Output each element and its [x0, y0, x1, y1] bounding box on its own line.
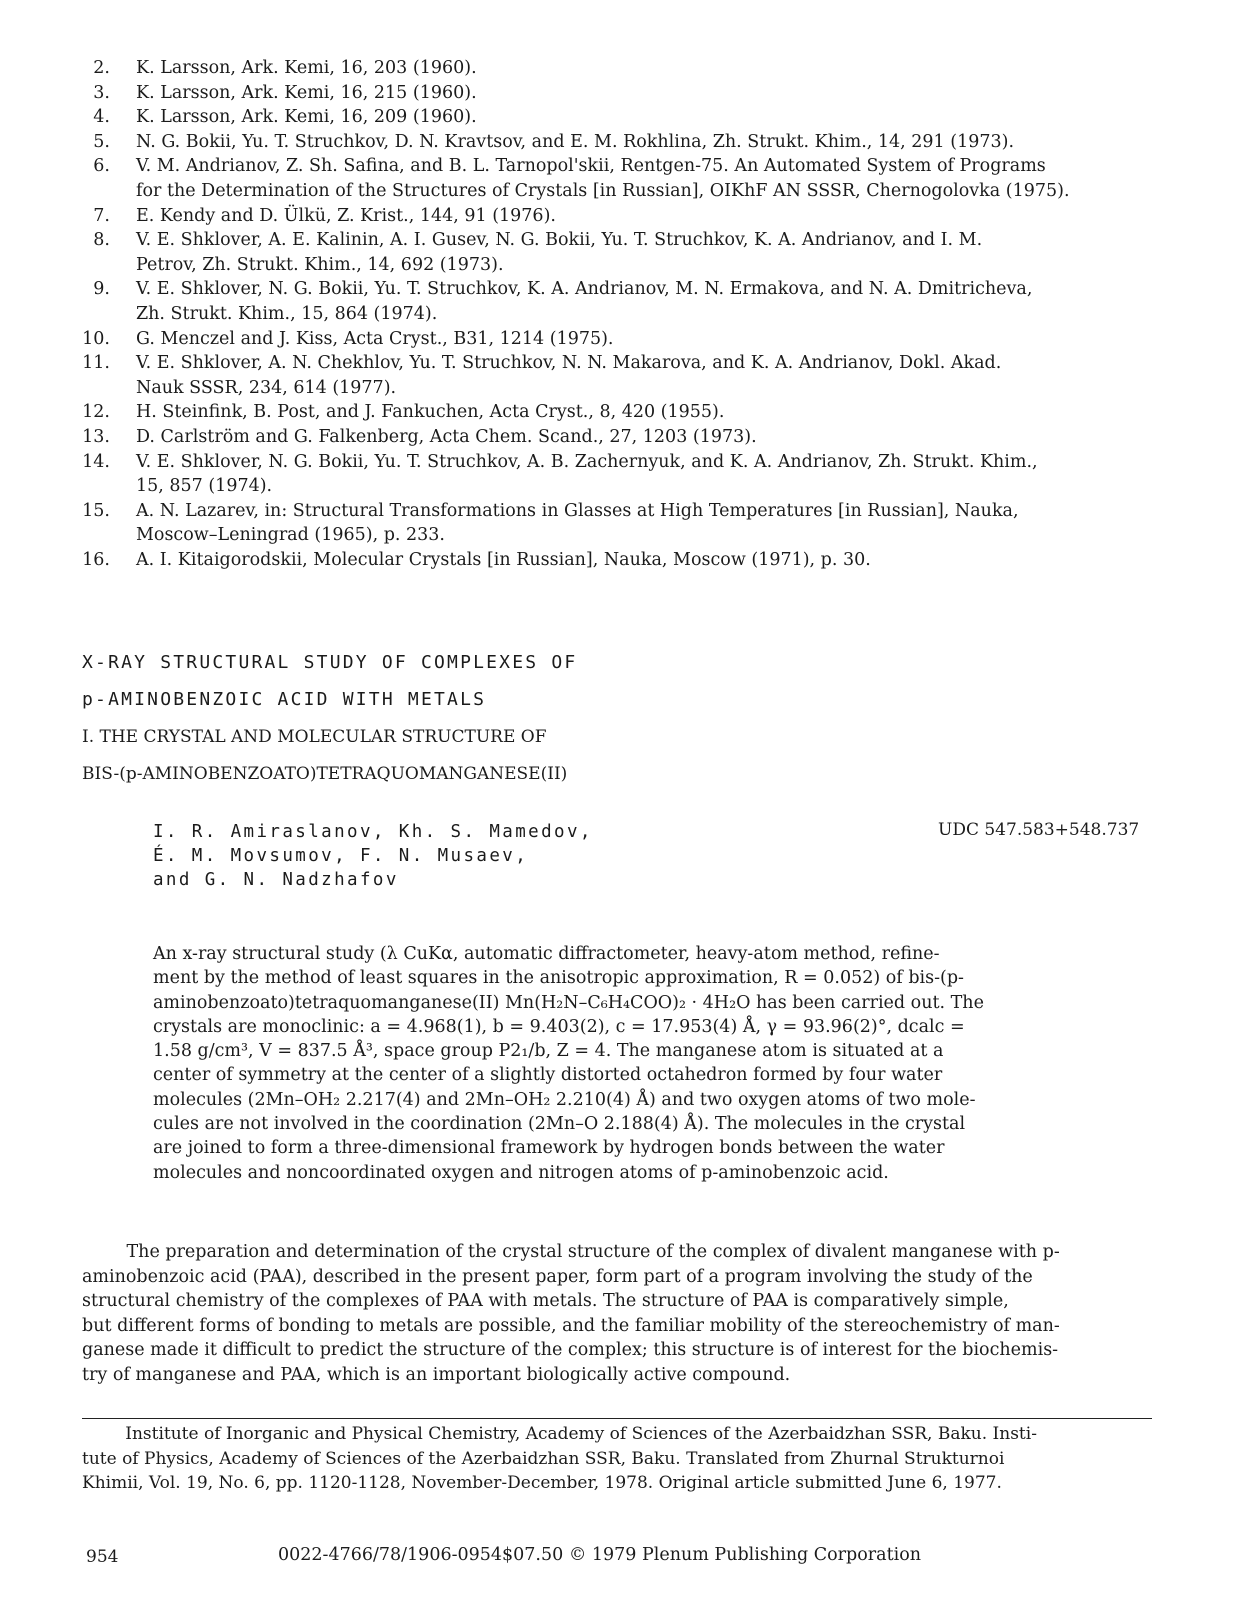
footnote-line: Khimii, Vol. 19, No. 6, pp. 1120-1128, November-December, 1978. Original article submitted June 6, 1977.	[82, 1473, 1002, 1493]
reference-item	[80, 56, 1160, 81]
abstract-line: An x-ray structural study (λ CuKα, automatic diffractometer, heavy-atom method, refine-	[153, 944, 940, 964]
reference-number: 12.	[82, 402, 110, 423]
author-line: I. R. Amiraslanov, Kh. S. Mamedov,	[153, 822, 593, 842]
reference-number: 15.	[82, 500, 110, 521]
reference-item	[80, 277, 1160, 326]
article-title-line-2: p-AMINOBENZOIC ACID WITH METALS	[82, 689, 487, 710]
reference-number: 14.	[82, 451, 110, 472]
reference-number: 11.	[82, 353, 110, 374]
reference-item	[80, 450, 1160, 499]
abstract-line: are joined to form a three-dimensional framework by hydrogen bonds between the water	[153, 1138, 945, 1159]
reference-text: E. Kendy and D. Ülkü, Z. Krist., 144, 91 (1976).	[136, 205, 556, 226]
reference-text: V. E. Shklover, A. N. Chekhlov, Yu. T. Struchkov, N. N. Makarova, and K. A. Andrianov, Dokl. Akad.	[136, 353, 1002, 374]
body-line: structural chemistry of the complexes of PAA with metals. The structure of PAA is comparatively simple,	[82, 1291, 1009, 1312]
reference-number: 13.	[82, 426, 110, 447]
reference-number: 6.	[93, 156, 110, 177]
reference-text: A. I. Kitaigorodskii, Molecular Crystals [in Russian], Nauka, Moscow (1971), p. 30.	[136, 549, 871, 570]
reference-text: V. E. Shklover, A. E. Kalinin, A. I. Gusev, N. G. Bokii, Yu. T. Struchkov, K. A. Andrianov, and I. M.	[136, 230, 983, 251]
reference-text: 15, 857 (1974).	[136, 476, 273, 497]
body-line: try of manganese and PAA, which is an important biologically active compound.	[82, 1364, 791, 1385]
reference-number: 7.	[93, 205, 110, 226]
reference-text: Petrov, Zh. Strukt. Khim., 14, 692 (1973).	[136, 254, 504, 275]
reference-item	[80, 228, 1160, 277]
article-title-line-1: X-RAY STRUCTURAL STUDY OF COMPLEXES OF	[82, 652, 578, 673]
abstract-line: aminobenzoato)tetraquomanganese(II) Mn(H₂N–C₆H₄COO)₂ · 4H₂O has been carried out. The	[153, 992, 984, 1013]
abstract-line: cules are not involved in the coordination (2Mn–O 2.188(4) Å). The molecules in the crystal	[153, 1114, 966, 1135]
reference-text: V. E. Shklover, N. G. Bokii, Yu. T. Struchkov, A. B. Zachernyuk, and K. A. Andrianov, Zh. Strukt. Khim.,	[136, 451, 1038, 472]
reference-text: H. Steinfink, B. Post, and J. Fankuchen, Acta Cryst., 8, 420 (1955).	[136, 402, 725, 423]
reference-number: 10.	[82, 328, 110, 349]
reference-text: N. G. Bokii, Yu. T. Struchkov, D. N. Kravtsov, and E. M. Rokhlina, Zh. Strukt. Khim., 14, 291 (1973).	[136, 131, 1015, 152]
author-line: and G. N. Nadzhafov	[153, 870, 399, 890]
footnote-line: tute of Physics, Academy of Sciences of the Azerbaidzhan SSR, Baku. Translated from Zhurnal Strukturnoi	[82, 1448, 1005, 1469]
reference-text: Moscow–Leningrad (1965), p. 233.	[136, 525, 445, 546]
article-subtitle-line-1: I. THE CRYSTAL AND MOLECULAR STRUCTURE OF	[82, 727, 547, 747]
abstract-line: molecules and noncoordinated oxygen and nitrogen atoms of p-aminobenzoic acid.	[153, 1162, 889, 1183]
footnote-divider	[82, 1418, 1152, 1419]
reference-text: K. Larsson, Ark. Kemi, 16, 209 (1960).	[136, 107, 477, 128]
body-line: ganese made it difficult to predict the structure of the complex; this structure is of interest for the biochemis-	[82, 1340, 1059, 1361]
affiliation-footnote	[82, 1422, 1162, 1496]
reference-number: 3.	[93, 82, 110, 103]
reference-text: G. Menczel and J. Kiss, Acta Cryst., B31, 1214 (1975).	[136, 328, 614, 349]
reference-number: 5.	[93, 131, 110, 152]
reference-item	[80, 425, 1160, 450]
reference-item	[80, 154, 1160, 203]
reference-number: 8.	[93, 230, 110, 251]
reference-text: D. Carlström and G. Falkenberg, Acta Chem. Scand., 27, 1203 (1973).	[136, 426, 757, 447]
reference-text: V. E. Shklover, N. G. Bokii, Yu. T. Struchkov, K. A. Andrianov, M. N. Ermakova, and N. A. Dmitricheva,	[136, 279, 1033, 300]
reference-item	[80, 204, 1160, 229]
reference-item	[80, 351, 1160, 400]
reference-item	[80, 400, 1160, 425]
reference-text: V. M. Andrianov, Z. Sh. Safina, and B. L. Tarnopol'skii, Rentgen-75. An Automated System of Programs	[136, 156, 1046, 177]
reference-item	[80, 130, 1160, 155]
author-list	[153, 820, 593, 892]
body-paragraph	[82, 1240, 1162, 1388]
article-subtitle-line-2: BIS-(p-AMINOBENZOATO)TETRAQUOMANGANESE(II)	[82, 764, 568, 784]
copyright-line: 0022-4766/78/1906-0954$07.50 © 1979 Plenum Publishing Corporation	[278, 1545, 922, 1565]
reference-text: A. N. Lazarev, in: Structural Transformations in Glasses at High Temperatures [in Russian], Nauka,	[136, 500, 1019, 521]
abstract-line: center of symmetry at the center of a slightly distorted octahedron formed by four water	[153, 1065, 943, 1086]
page-number: 954	[86, 1547, 119, 1567]
abstract-line: ment by the method of least squares in the anisotropic approximation, R = 0.052) of bis-(p-	[153, 968, 964, 989]
reference-item	[80, 499, 1160, 548]
udc-code: UDC 547.583+548.737	[938, 820, 1140, 840]
reference-number: 4.	[93, 107, 110, 128]
reference-number: 9.	[93, 279, 110, 300]
abstract-line: molecules (2Mn–OH₂ 2.217(4) and 2Mn–OH₂ 2.210(4) Å) and two oxygen atoms of two mole-	[153, 1089, 976, 1110]
footnote-line: Institute of Inorganic and Physical Chemistry, Academy of Sciences of the Azerbaidzhan SSR, Baku. Insti-	[82, 1424, 1037, 1444]
reference-number: 16.	[82, 549, 110, 570]
reference-item	[80, 81, 1160, 106]
reference-item	[80, 105, 1160, 130]
reference-text: for the Determination of the Structures of Crystals [in Russian], OIKhF AN SSSR, Chernogolovka (1975).	[136, 180, 1070, 201]
body-line: but different forms of bonding to metals are possible, and the familiar mobility of the stereochemistry of man-	[82, 1315, 1060, 1336]
reference-text: K. Larsson, Ark. Kemi, 16, 215 (1960).	[136, 82, 477, 103]
reference-number: 2.	[93, 58, 110, 78]
body-line: aminobenzoic acid (PAA), described in the present paper, form part of a program involving the study of the	[82, 1266, 1033, 1287]
author-line: É. M. Movsumov, F. N. Musaev,	[153, 846, 529, 866]
reference-text: Nauk SSSR, 234, 614 (1977).	[136, 377, 397, 398]
abstract-line: crystals are monoclinic: a = 4.968(1), b = 9.403(2), c = 17.953(4) Å, γ = 93.96(2)°, dcalc =	[153, 1016, 965, 1037]
reference-item	[80, 548, 1160, 573]
abstract	[153, 942, 1033, 1185]
reference-text: K. Larsson, Ark. Kemi, 16, 203 (1960).	[136, 58, 477, 78]
body-line: The preparation and determination of the crystal structure of the complex of divalent manganese with p-	[82, 1242, 1060, 1262]
reference-list	[80, 56, 1160, 572]
abstract-line: 1.58 g/cm³, V = 837.5 Å³, space group P2₁/b, Z = 4. The manganese atom is situated at a	[153, 1041, 944, 1062]
reference-item	[80, 327, 1160, 352]
reference-text: Zh. Strukt. Khim., 15, 864 (1974).	[136, 303, 438, 324]
